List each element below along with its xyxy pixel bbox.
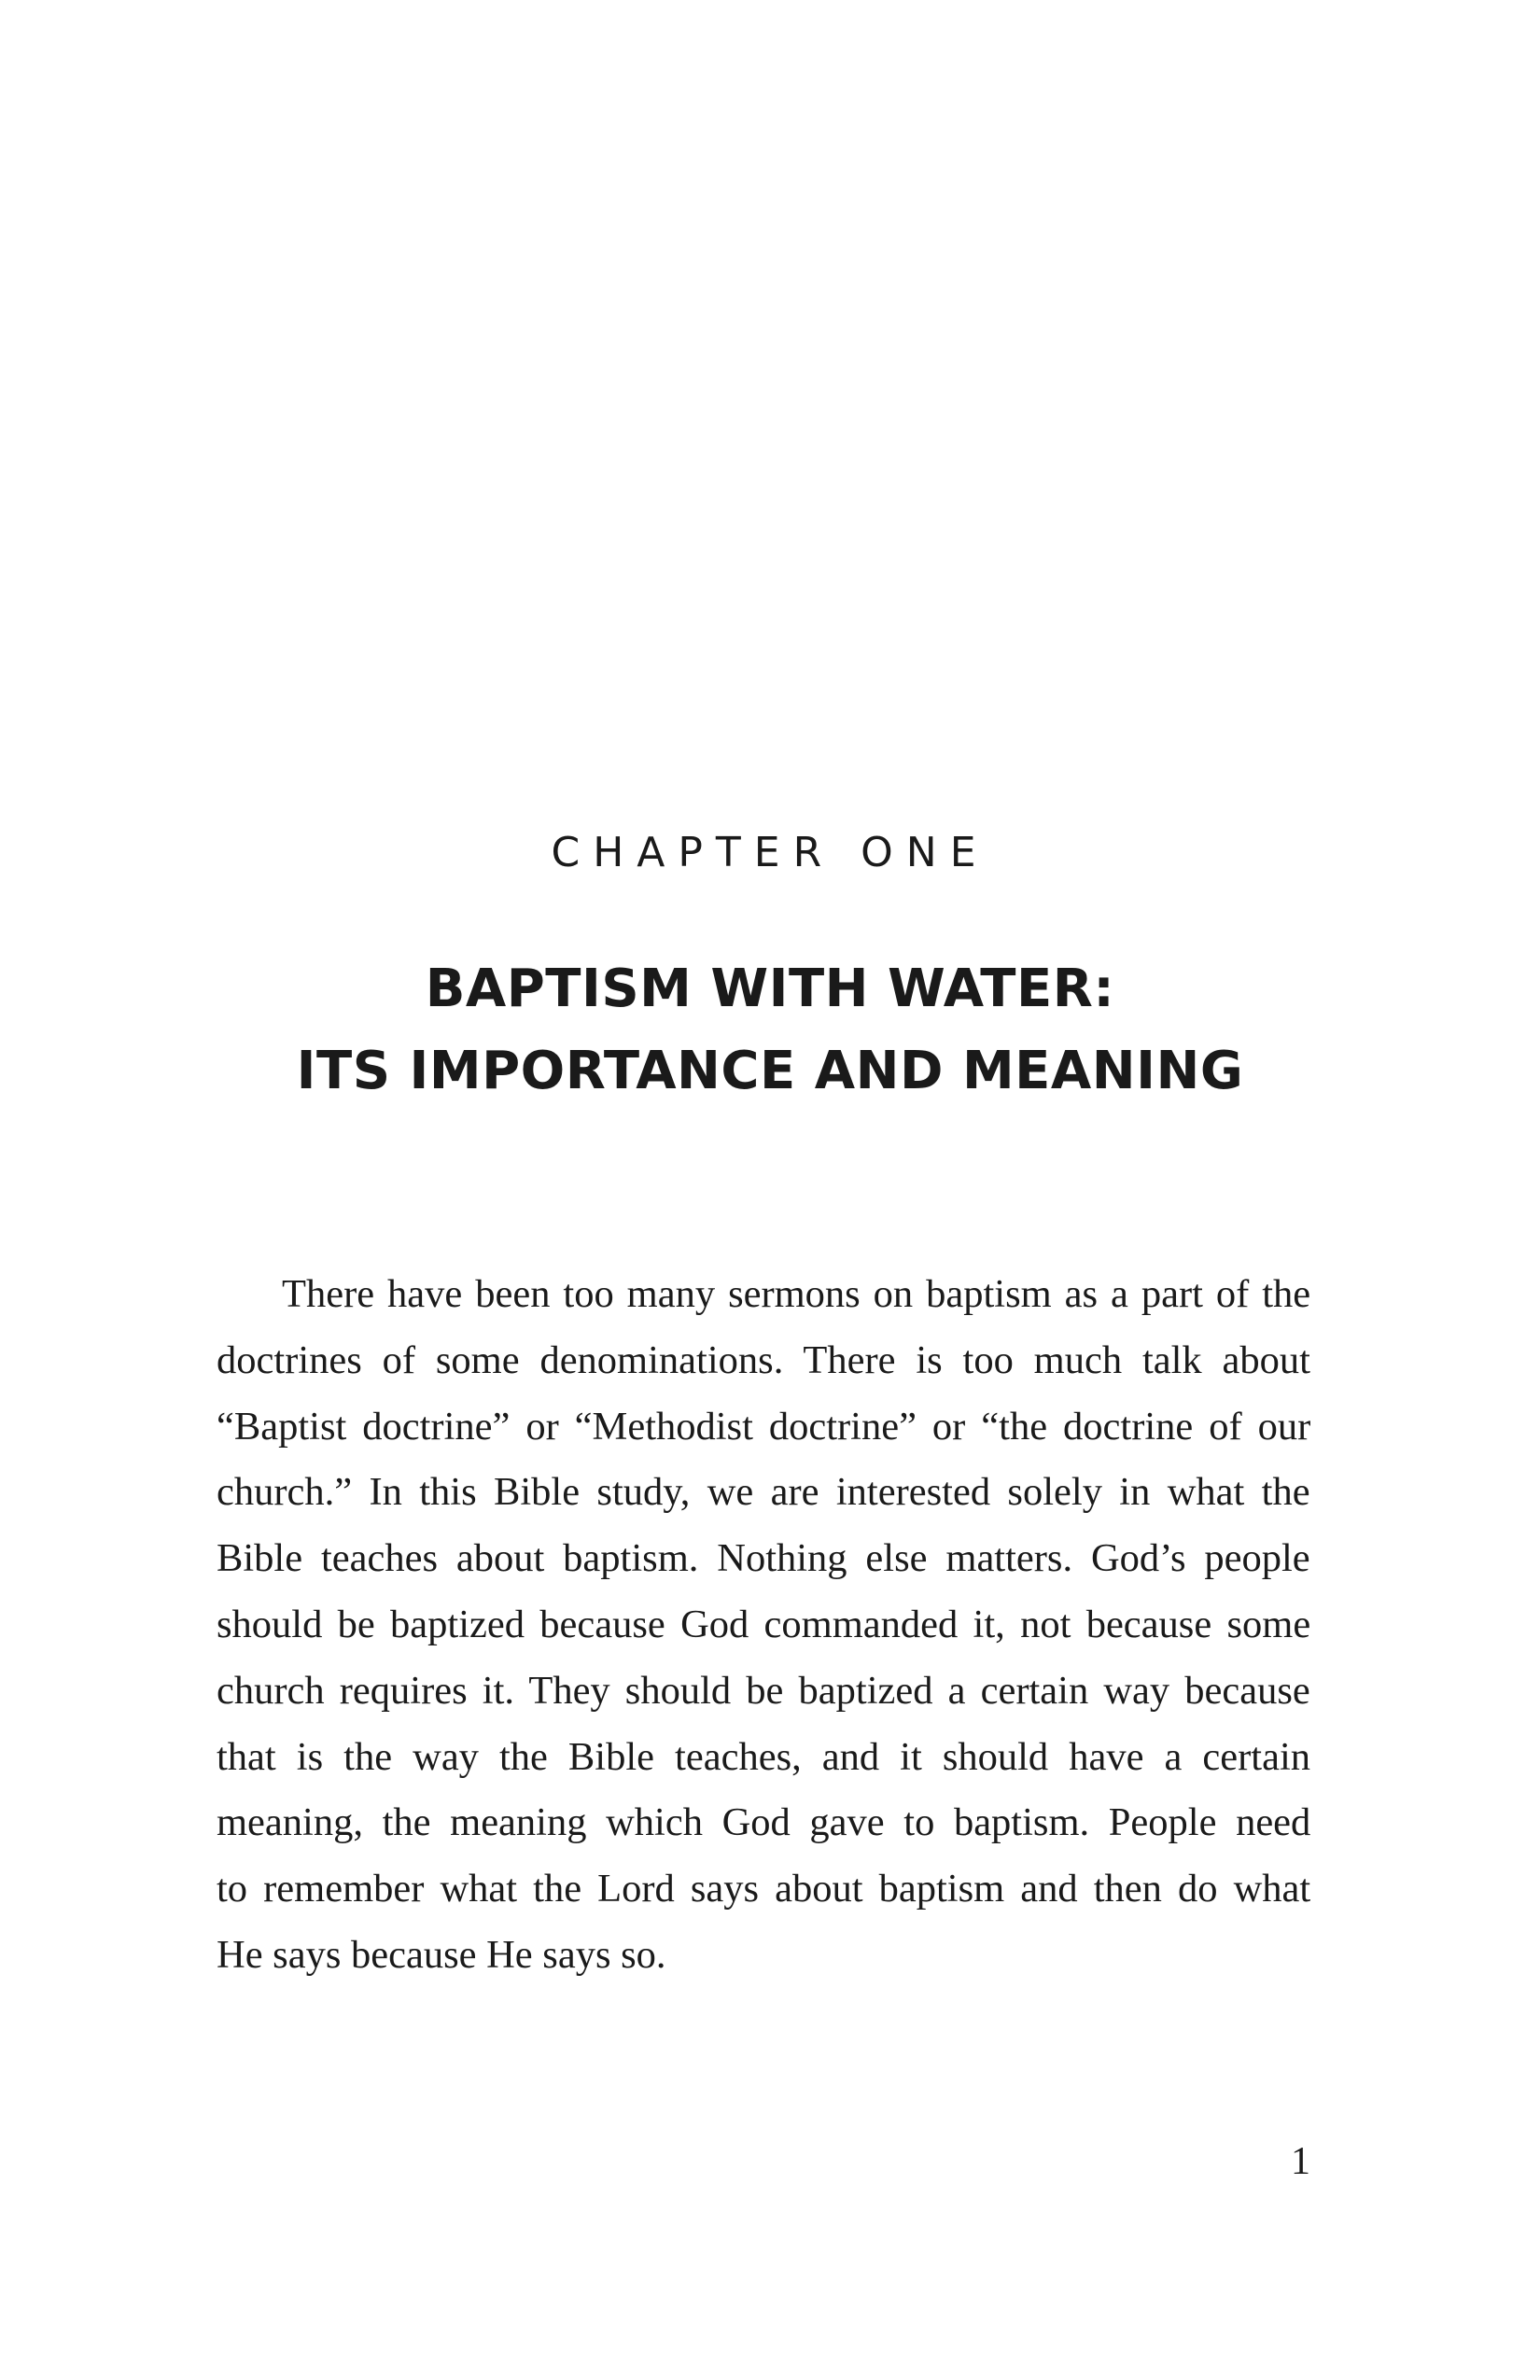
paragraph-line: Bible teaches about baptism. Nothing else matters. God’s people — [217, 1536, 1310, 1581]
paragraph-line: should be baptized because God commanded it, not because some — [217, 1602, 1311, 1646]
paragraph-line: There have been too many sermons on baptism as a part of the — [282, 1272, 1311, 1316]
paragraph-line: “Baptist doctrine” or “Methodist doctrine” or “the doctrine of our — [217, 1404, 1311, 1449]
chapter-title-line: ITS IMPORTANCE AND MEANING — [296, 1041, 1244, 1101]
paragraph-line: church requires it. They should be baptized a certain way because — [217, 1668, 1310, 1713]
page-number: 1 — [1291, 2140, 1310, 2183]
chapter-label: CHAPTER ONE — [551, 829, 989, 876]
body-paragraph — [217, 1262, 1310, 1989]
paragraph-line: He says because He says so. — [217, 1932, 666, 1977]
paragraph-line: doctrines of some denominations. There is too much talk about — [217, 1337, 1310, 1382]
chapter-title-line: BAPTISM WITH WATER: — [425, 959, 1115, 1019]
paragraph-line: to remember what the Lord says about baptism and then do what — [217, 1867, 1311, 1911]
chapter-title — [0, 948, 1540, 1113]
paragraph-line: church.” In this Bible study, we are interested solely in what the — [217, 1470, 1310, 1515]
paragraph-line: that is the way the Bible teaches, and it should have a certain — [217, 1734, 1311, 1779]
paragraph-line: meaning, the meaning which God gave to baptism. People need — [217, 1800, 1311, 1845]
